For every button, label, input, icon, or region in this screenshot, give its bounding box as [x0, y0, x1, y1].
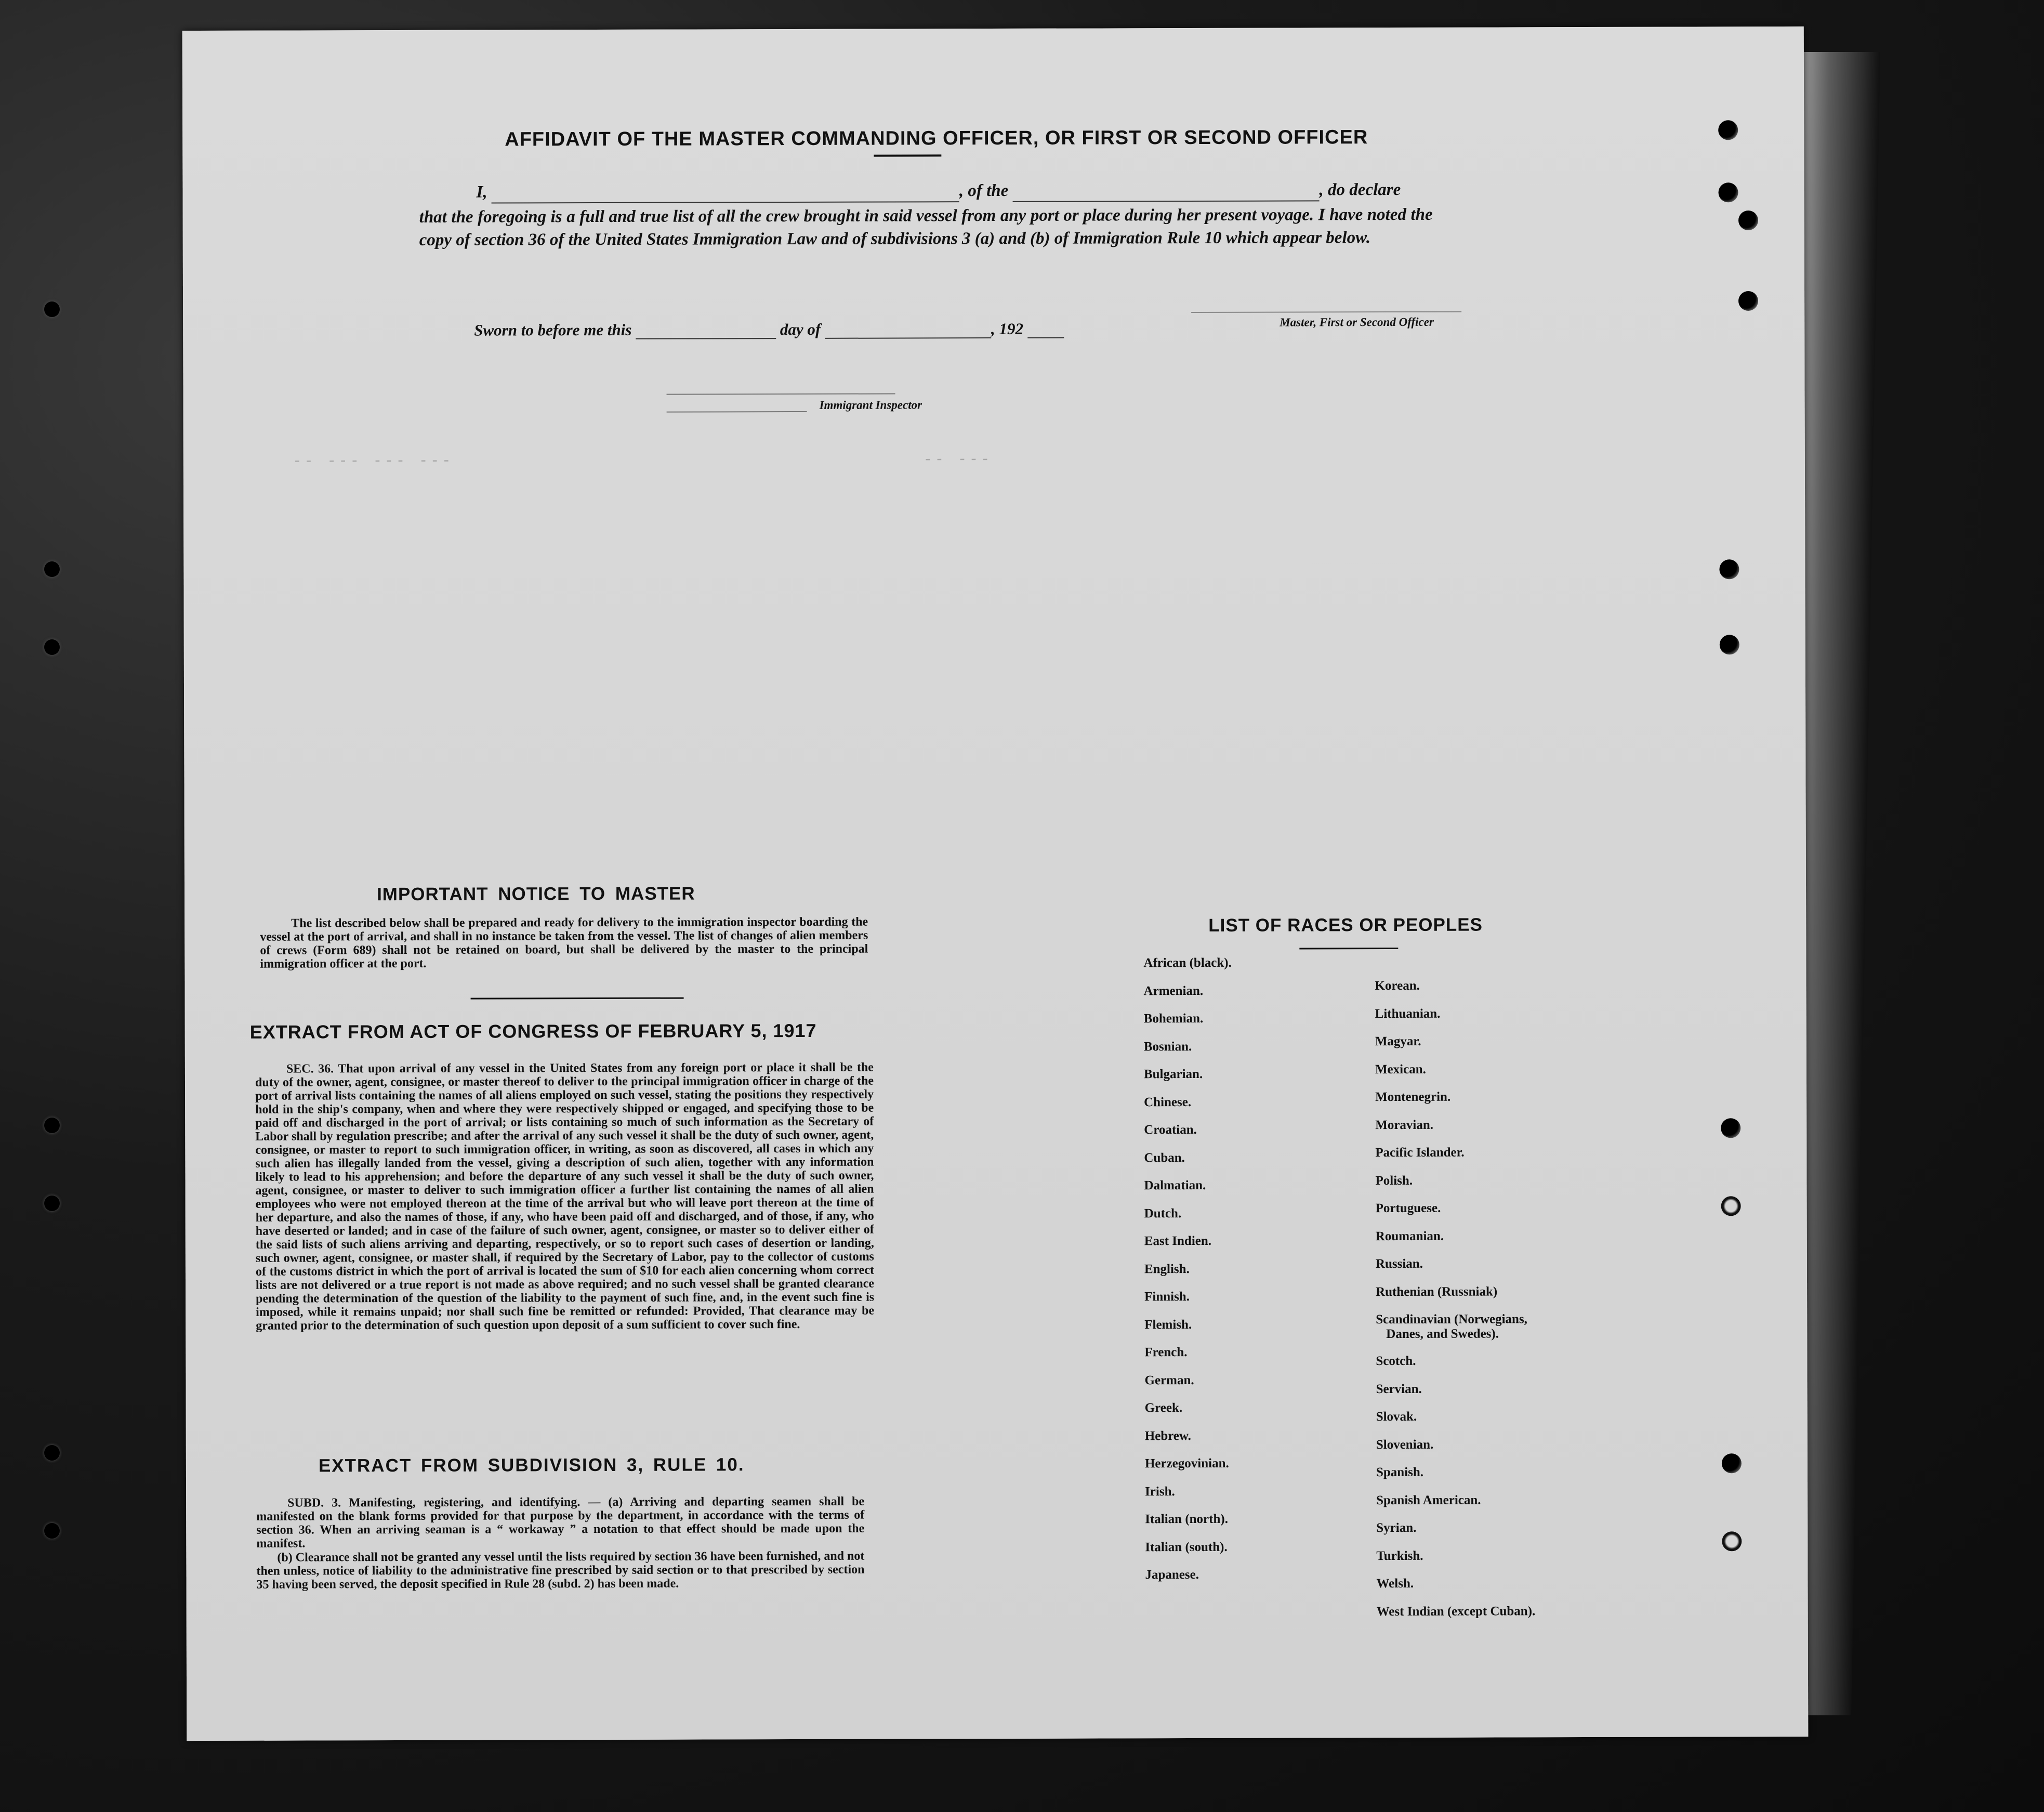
race-item: Pacific Islander. — [1375, 1145, 1465, 1160]
affidavit-declaration — [419, 178, 1619, 252]
race-item: Servian. — [1376, 1382, 1422, 1396]
binder-hole-icon — [1718, 120, 1738, 140]
race-item: Montenegrin. — [1375, 1089, 1451, 1105]
race-item-scandinavian-cont: Danes, and Swedes). — [1386, 1327, 1499, 1342]
race-item: Italian (north). — [1145, 1512, 1228, 1527]
binder-hole-icon — [44, 301, 60, 317]
binder-hole-icon — [1720, 635, 1739, 654]
races-right-column — [1375, 978, 1535, 1632]
race-item: Turkish. — [1376, 1548, 1423, 1563]
race-item: Dutch. — [1144, 1206, 1182, 1220]
race-item: Scotch. — [1376, 1354, 1416, 1369]
master-signature-line[interactable] — [1191, 306, 1461, 313]
race-item: Finnish. — [1144, 1290, 1190, 1304]
race-item: Dalmatian. — [1144, 1178, 1206, 1193]
binder-hole-icon — [1738, 211, 1758, 230]
sworn-prefix: Sworn to before me this — [474, 320, 632, 339]
race-item: French. — [1144, 1345, 1188, 1360]
binder-hole-icon — [1719, 559, 1739, 579]
sworn-line — [474, 320, 1064, 340]
bleed-through-marks: -- --- --- --- -- --- — [292, 450, 992, 470]
race-item: West Indian (except Cuban). — [1376, 1604, 1536, 1619]
race-item: Polish. — [1375, 1173, 1413, 1188]
binder-hole-icon — [44, 639, 60, 655]
race-item: Slovak. — [1376, 1409, 1417, 1424]
master-label: Master, First or Second Officer — [1280, 315, 1434, 329]
race-item: Bosnian. — [1143, 1039, 1192, 1054]
race-item: Ruthenian (Russniak) — [1376, 1284, 1498, 1299]
race-item: East Indien. — [1144, 1233, 1212, 1249]
binder-hole-icon — [44, 1445, 60, 1461]
binder-hole-icon — [1722, 1531, 1742, 1551]
declaration-body: that the foregoing is a full and true list of all the crew brought in said vessel from any port or place during her present voyage. I have noted the copy of section 36 of the United States Immigration Law and of subdivisions 3 (a) and (b) of Immigration Rule 10 which appear below. — [419, 205, 1433, 250]
declaration-line-1 — [419, 178, 1619, 204]
extract-rule-body-b: (b) Clearance shall not be granted any vessel until the lists required by section 36 have been furnished, and not then unless, notice of liability to the administrative fine prescribed by said section or to that prescribed by section 35 having been served, the deposit specified in Rule 28 (subd. 2) has been made. — [256, 1549, 865, 1592]
race-item: Roumanian. — [1375, 1229, 1444, 1243]
race-item: Portuguese. — [1375, 1201, 1441, 1216]
race-item: Flemish. — [1144, 1317, 1192, 1332]
document-page — [182, 27, 1809, 1741]
notice-body: The list described below shall be prepared and ready for delivery to the immigration inspector boarding the vessel at the port of arrival, and shall in no instance be taken from the vessel. The list of changes of alien members of crews (Form 689) shall not be retained on board, but shall be delivered by the master to the principal immigration officer at the port. — [260, 915, 868, 971]
name-field-line[interactable] — [492, 201, 959, 203]
inspector-label: Immigrant Inspector — [819, 398, 922, 412]
race-item: Herzegovinian. — [1144, 1456, 1229, 1471]
binder-hole-icon — [44, 1196, 60, 1211]
binder-hole-icon — [1721, 1196, 1741, 1216]
race-item: Spanish. — [1376, 1465, 1424, 1480]
race-item: Korean. — [1375, 978, 1420, 993]
inspector-signature-block — [666, 385, 922, 412]
declare-of-the: , of the — [959, 181, 1009, 201]
race-item: African (black). — [1143, 955, 1232, 970]
declare-do-declare: , do declare — [1319, 180, 1401, 200]
sworn-year-field[interactable] — [1027, 337, 1064, 338]
extract-rule-title: EXTRACT FROM SUBDIVISION 3, RULE 10. — [318, 1454, 745, 1476]
sworn-day-field[interactable] — [636, 338, 776, 339]
race-item: Bohemian. — [1143, 1011, 1204, 1026]
race-item: Greek. — [1144, 1401, 1183, 1415]
affidavit-title-rule — [874, 154, 941, 156]
binder-hole-icon — [44, 1523, 60, 1539]
race-item: Welsh. — [1376, 1576, 1414, 1591]
extract-rule-body-a: SUBD. 3. Manifesting, registering, and identifying. — (a) Arriving and departing seamen shall be manifested on the blank forms provided for that purpose by the department, in accordance with the terms of section 36. When an arriving seaman is a “ workaway ” a notation to that effect should be made upon the manifest. — [256, 1494, 865, 1551]
race-item: Hebrew. — [1144, 1428, 1191, 1443]
races-title-rule — [1299, 948, 1398, 949]
race-item: Moravian. — [1375, 1118, 1434, 1132]
race-item: Russian. — [1375, 1256, 1423, 1271]
notice-title: IMPORTANT NOTICE TO MASTER — [376, 883, 695, 905]
races-title: LIST OF RACES OR PEOPLES — [1208, 914, 1483, 936]
races-left-column — [1143, 956, 1233, 1596]
race-item: Slovenian. — [1376, 1437, 1434, 1452]
sworn-year: , 192 — [991, 319, 1024, 338]
race-item: Japanese. — [1145, 1567, 1199, 1582]
race-item: German. — [1144, 1373, 1194, 1387]
race-item: Croatian. — [1144, 1122, 1197, 1137]
race-item: Italian (south). — [1145, 1540, 1228, 1554]
declare-i: I, — [476, 182, 487, 202]
binder-hole-icon — [1721, 1118, 1740, 1138]
extract-act-body: SEC. 36. That upon arrival of any vessel in the United States from any foreign port or place it shall be the duty of the owner, agent, consignee, or master thereof to deliver to the principal immigration officer in charge of the port of arrival lists containing the names of all aliens employed on such vessel, stating the positions they respectively hold in the ship's company, when and where they were respectively shipped or engaged, and specifying those to be paid off and discharged in the port of arrival; or lists containing so much of such information as the Secretary of Labor shall by regulation prescribe; and after the arrival of any such vessel it shall be the duty of such owner, agent, consignee, or master to report to such immigration officer, in writing, as soon as discovered, all cases in which any such alien has illegally landed from the vessel, giving a description of such alien, together with any information likely to lead to his apprehension; and before the departure of any such vessel it shall be the duty of such owner, agent, consignee, or master to deliver to such immigration officer a further list containing the names of all alien employees who were not employed thereon at the time of the arrival but who will leave port thereon at the time of her departure, and also the names of those, if any, who have been paid off and discharged, and of those, if any, who have deserted or landed; and in case of the failure of such owner, agent, consignee, or master so to deliver either of the said lists of such aliens arriving and departing, respectively, or so to report such cases of desertion or landing, such owner, agent, consignee, or master shall, if required by the Secretary of Labor, pay to the collector of customs of the customs district in which the port of arrival is located the sum of $10 for each alien concerning whom correct lists are not delivered or a true report is not made as above required; and no such vessel shall be granted clearance pending the determination of the question of the liability to the payment of such fine, and, in the event such fine is imposed, while it remains unpaid; nor shall such fine be remitted or refunded: Provided, That clearance may be granted prior to the determination of such question upon deposit of a sum sufficient to cover such fine. — [255, 1060, 875, 1333]
race-item: Armenian. — [1143, 983, 1204, 998]
race-item — [1376, 1312, 1535, 1354]
binder-hole-icon — [1718, 182, 1738, 202]
inspector-dash-line — [667, 411, 807, 413]
affidavit-title: AFFIDAVIT OF THE MASTER COMMANDING OFFICER, OR FIRST OR SECOND OFFICER — [505, 126, 1368, 151]
race-item: Syrian. — [1376, 1520, 1417, 1535]
race-item: Bulgarian. — [1143, 1067, 1203, 1082]
binder-hole-icon — [44, 1118, 60, 1133]
master-signature-block — [1191, 303, 1461, 330]
race-item: Chinese. — [1144, 1095, 1192, 1109]
race-item: Cuban. — [1144, 1150, 1185, 1165]
inspector-signature-line[interactable] — [667, 388, 895, 395]
race-item: Spanish American. — [1376, 1493, 1481, 1507]
vessel-field-line[interactable] — [1013, 200, 1320, 202]
sworn-day-of: day of — [780, 320, 821, 339]
race-item: English. — [1144, 1262, 1190, 1276]
race-item: Lithuanian. — [1375, 1006, 1441, 1021]
binder-hole-icon — [1722, 1453, 1742, 1473]
race-item: Mexican. — [1375, 1062, 1426, 1076]
race-item: Irish. — [1145, 1484, 1175, 1499]
sworn-month-field[interactable] — [825, 337, 991, 339]
binder-hole-icon — [44, 561, 60, 577]
race-item: Magyar. — [1375, 1034, 1421, 1049]
binder-hole-icon — [1738, 291, 1758, 311]
race-item-scandinavian: Scandinavian (Norwegians, — [1376, 1312, 1527, 1327]
extract-act-title: EXTRACT FROM ACT OF CONGRESS OF FEBRUARY 5, 1917 — [249, 1019, 817, 1043]
notice-rule — [471, 997, 684, 1000]
